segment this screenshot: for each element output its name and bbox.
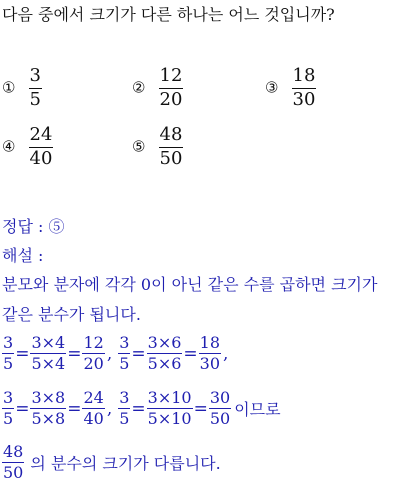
fraction (82, 389, 104, 429)
denominator: 20 (159, 88, 183, 110)
fraction (2, 389, 14, 429)
equals-sign: = (15, 343, 30, 364)
denominator: 5 (3, 409, 14, 429)
numerator: 3 (119, 333, 130, 352)
numerator: 3×10 (147, 388, 192, 407)
numerator: 48 (159, 124, 183, 145)
row-suffix: 이므로 (234, 400, 281, 420)
equation-row-2 (2, 389, 281, 429)
choice-2[interactable] (132, 66, 183, 110)
numerator: 3×4 (31, 333, 66, 352)
denominator: 5 (3, 354, 14, 374)
numerator: 12 (159, 65, 183, 86)
denominator: 50 (3, 463, 24, 483)
denominator: 30 (292, 88, 316, 110)
explanation-label: 해설 : (2, 246, 44, 265)
denominator: 50 (159, 147, 183, 169)
numerator: 3×8 (31, 388, 66, 407)
fraction (199, 334, 221, 374)
equals-sign: = (131, 398, 146, 419)
choice-1[interactable] (2, 66, 42, 110)
answer-line (2, 214, 65, 237)
fraction (30, 334, 66, 374)
choice-fraction (292, 66, 317, 110)
answer-value: ⑤ (48, 217, 65, 236)
denominator: 40 (83, 409, 104, 429)
numerator: 3 (3, 333, 14, 352)
equals-sign: = (131, 343, 146, 364)
fraction (30, 389, 66, 429)
fraction (2, 334, 14, 374)
choice-marker: ③ (265, 78, 279, 97)
numerator: 30 (209, 388, 231, 407)
numerator: 12 (83, 333, 104, 352)
denominator: 5 (119, 409, 130, 429)
numerator: 3 (119, 388, 130, 407)
comma: , (223, 343, 229, 364)
numerator: 18 (292, 65, 316, 86)
denominator: 5×6 (147, 354, 182, 374)
numerator: 3 (3, 388, 14, 407)
choice-fraction (29, 125, 54, 169)
numerator: 24 (29, 124, 53, 145)
denominator: 30 (199, 354, 221, 374)
numerator: 24 (83, 388, 104, 407)
denominator: 5 (29, 88, 41, 110)
choice-marker: ⑤ (132, 137, 146, 156)
denominator: 50 (209, 409, 231, 429)
choice-fraction (159, 66, 184, 110)
numerator: 3×6 (147, 333, 182, 352)
fraction (118, 389, 130, 429)
explanation-line-1: 분모와 분자에 각각 0이 아닌 같은 수를 곱하면 크기가 (2, 275, 378, 294)
question-text: 다음 중에서 크기가 다른 하나는 어느 것입니까? (2, 5, 335, 24)
fraction (82, 334, 104, 374)
conclusion-line (2, 443, 221, 483)
comma: , (106, 398, 113, 419)
choice-4[interactable] (2, 125, 53, 169)
equals-sign: = (193, 398, 208, 419)
choice-marker: ② (132, 78, 146, 97)
choice-marker: ④ (2, 137, 16, 156)
equals-sign: = (15, 398, 30, 419)
choice-marker: ① (2, 78, 16, 97)
choice-fraction (159, 125, 184, 169)
equals-sign: = (183, 343, 198, 364)
numerator: 18 (199, 333, 221, 352)
fraction (147, 334, 183, 374)
conclusion-text: 의 분수의 크기가 다릅니다. (30, 454, 221, 474)
denominator: 40 (29, 147, 53, 169)
denominator: 5×4 (31, 354, 66, 374)
fraction (209, 389, 231, 429)
equals-sign: = (67, 343, 82, 364)
explanation-line-2: 같은 분수가 됩니다. (2, 305, 141, 324)
denominator: 5×8 (31, 409, 66, 429)
fraction (147, 389, 193, 429)
denominator: 5×10 (147, 409, 192, 429)
answer-label: 정답 : (2, 217, 44, 236)
numerator: 3 (29, 65, 41, 86)
choice-5[interactable] (132, 125, 183, 169)
denominator: 5 (119, 354, 130, 374)
fraction (118, 334, 130, 374)
equals-sign: = (67, 398, 82, 419)
choice-fraction (29, 66, 42, 110)
comma: , (106, 343, 113, 364)
fraction (2, 443, 24, 483)
numerator: 48 (3, 442, 24, 461)
denominator: 20 (83, 354, 104, 374)
choice-3[interactable] (265, 66, 316, 110)
equation-row-1 (2, 334, 234, 374)
